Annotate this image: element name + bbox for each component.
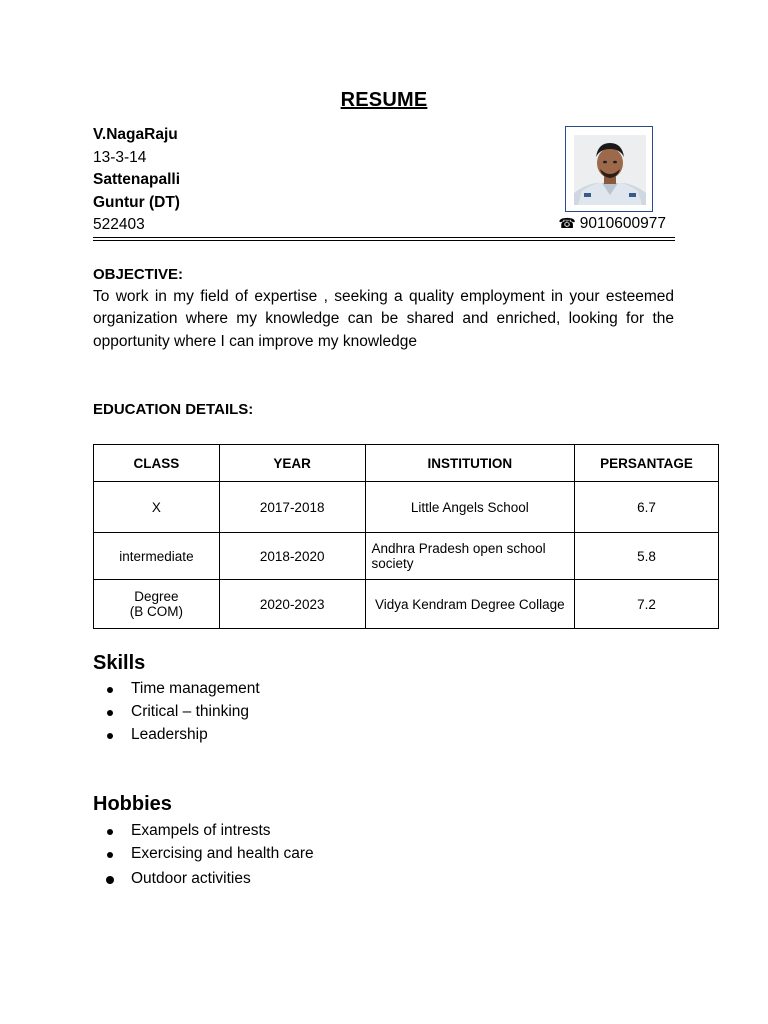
skills-list bbox=[93, 678, 260, 746]
cell-year: 2017-2018 bbox=[219, 482, 365, 533]
telephone-icon: ☎ bbox=[558, 215, 576, 231]
cell-class-main: Degree bbox=[134, 589, 179, 604]
cell-institution: Little Angels School bbox=[365, 482, 575, 533]
cell-percentage: 5.8 bbox=[575, 533, 719, 580]
skills-heading: Skills bbox=[93, 652, 146, 674]
hobby-text: Exampels of intrests bbox=[131, 822, 271, 839]
hobby-text: Outdoor activities bbox=[131, 869, 251, 887]
bullet-icon bbox=[106, 876, 114, 884]
education-heading: EDUCATION DETAILS: bbox=[93, 401, 254, 418]
district: Guntur (DT) bbox=[93, 193, 180, 211]
list-item bbox=[93, 843, 314, 866]
phone-line bbox=[558, 215, 666, 233]
profile-photo-frame bbox=[565, 126, 653, 212]
header-divider-top bbox=[93, 237, 675, 238]
cell-class: intermediate bbox=[94, 533, 220, 580]
list-item bbox=[93, 820, 314, 843]
cell-percentage: 6.7 bbox=[575, 482, 719, 533]
cell-institution: Andhra Pradesh open school society bbox=[365, 533, 575, 580]
header-divider-bottom bbox=[93, 240, 675, 241]
resume-title: RESUME bbox=[340, 89, 428, 111]
bullet-icon bbox=[107, 687, 113, 693]
town: Sattenapalli bbox=[93, 171, 180, 189]
table-header-row bbox=[94, 445, 719, 482]
bullet-icon bbox=[107, 710, 113, 716]
list-item bbox=[93, 678, 260, 701]
contact-block bbox=[93, 124, 180, 237]
bullet-icon bbox=[107, 829, 113, 835]
skill-text: Critical – thinking bbox=[131, 702, 250, 720]
skill-text: Time management bbox=[131, 680, 260, 697]
cell-institution: Vidya Kendram Degree Collage bbox=[365, 580, 575, 629]
cell-year: 2018-2020 bbox=[219, 533, 365, 580]
house-number: 13-3-14 bbox=[93, 148, 147, 166]
table-row bbox=[94, 533, 719, 580]
cell-percentage: 7.2 bbox=[575, 580, 719, 629]
phone-number: 9010600977 bbox=[579, 215, 666, 232]
table-row bbox=[94, 482, 719, 533]
objective-heading: OBJECTIVE: bbox=[93, 266, 184, 283]
column-header-class: CLASS bbox=[94, 445, 220, 482]
list-item bbox=[93, 701, 260, 724]
list-item bbox=[93, 866, 314, 891]
objective-text: To work in my field of expertise , seeking a quality employment in your esteemed organization where my knowledge can be shared and enriched, looking for the opportunity where I can improve my knowledge bbox=[93, 288, 674, 350]
hobby-text: Exercising and health care bbox=[131, 844, 314, 862]
column-header-year: YEAR bbox=[219, 445, 365, 482]
hobbies-heading: Hobbies bbox=[93, 793, 172, 815]
cell-year: 2020-2023 bbox=[219, 580, 365, 629]
hobbies-list bbox=[93, 820, 314, 891]
column-header-percentage: PERSANTAGE bbox=[575, 445, 719, 482]
bullet-icon bbox=[107, 733, 113, 739]
list-item bbox=[93, 724, 260, 747]
cell-class: X bbox=[94, 482, 220, 533]
skill-text: Leadership bbox=[131, 725, 208, 743]
column-header-institution: INSTITUTION bbox=[365, 445, 575, 482]
education-table bbox=[93, 444, 719, 629]
applicant-name: V.NagaRaju bbox=[93, 126, 178, 143]
cell-class bbox=[94, 580, 220, 629]
cell-class-sub: (B COM) bbox=[129, 604, 184, 619]
profile-photo bbox=[574, 135, 646, 205]
bullet-icon bbox=[107, 852, 113, 858]
pincode: 522403 bbox=[93, 216, 145, 234]
table-row bbox=[94, 580, 719, 629]
